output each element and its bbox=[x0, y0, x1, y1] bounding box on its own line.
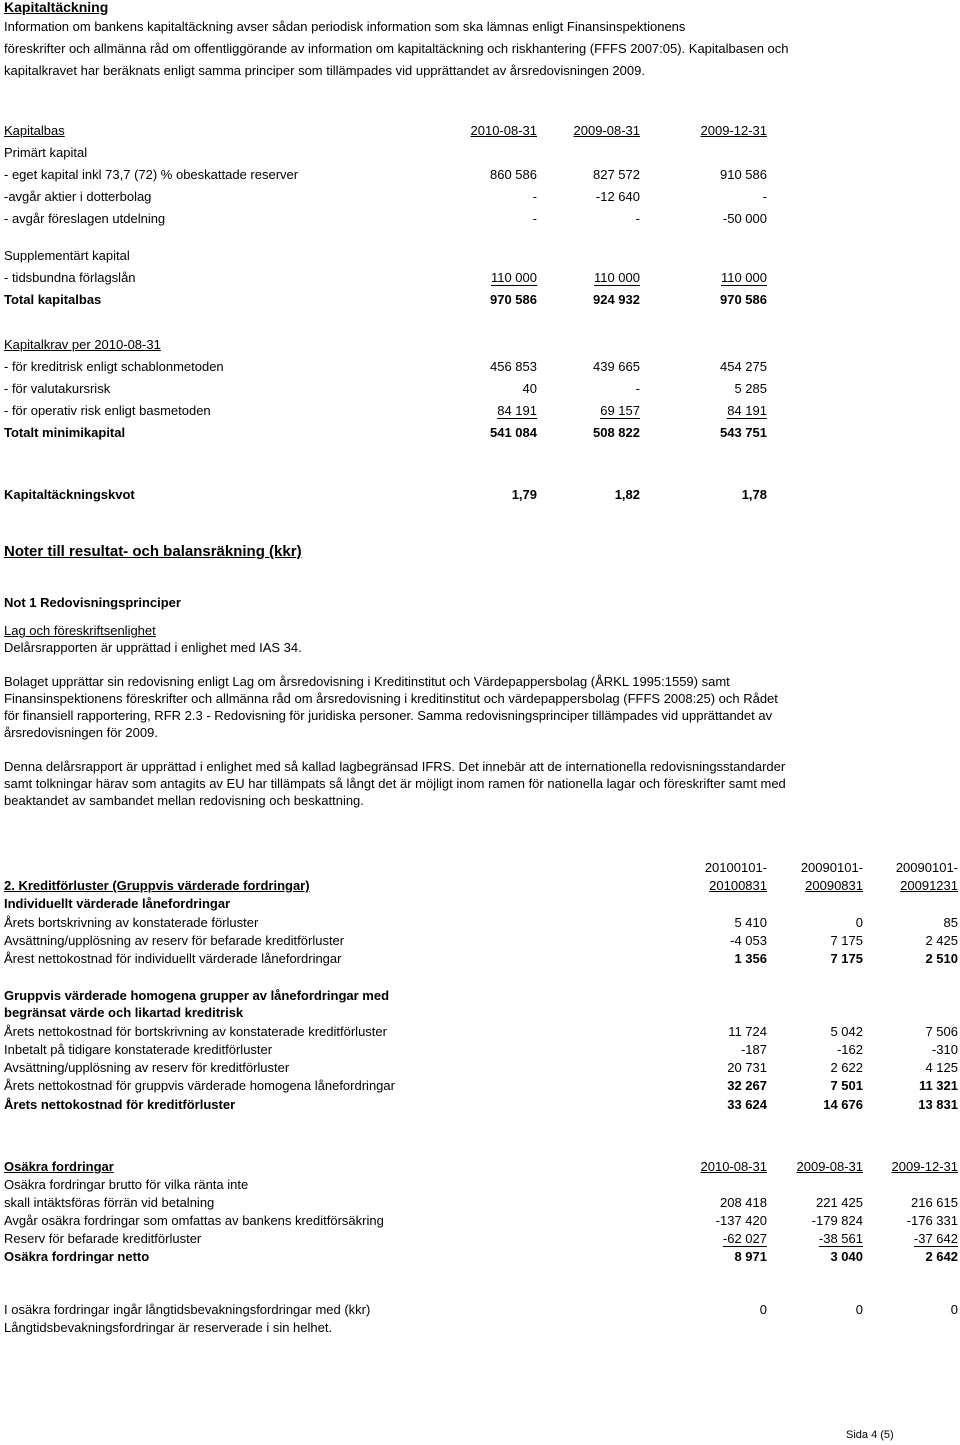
cell: 0 bbox=[855, 915, 863, 930]
cell: 543 751 bbox=[720, 425, 767, 440]
column-header: 20091231 bbox=[900, 878, 958, 893]
cell: 20 731 bbox=[727, 1060, 767, 1075]
cell: 5 410 bbox=[734, 915, 767, 930]
cell: 2 622 bbox=[830, 1060, 863, 1075]
paragraph-line: beaktandet av sambandet mellan redovisning och beskattning. bbox=[4, 793, 364, 808]
page-number: Sida 4 (5) bbox=[846, 1429, 894, 1441]
paragraph-line: Finansinspektionens föreskrifter och allmänna råd om årsredovisning i kreditinstitut och värdepappersbolag (FFFS 2008:25) och Rådet bbox=[4, 691, 778, 706]
cell: 110 000 bbox=[720, 270, 767, 285]
cell: 33 624 bbox=[727, 1097, 767, 1112]
paragraph-line: för finansiell rapportering, RFR 2.3 - Redovisning för juridiska personer. Samma redovisningsprinciper tillämpades vid upprättandet av bbox=[4, 708, 773, 723]
cell: -37 642 bbox=[913, 1231, 958, 1246]
cell: 970 586 bbox=[490, 292, 537, 307]
cell: 7 506 bbox=[925, 1024, 958, 1039]
row-label: Årets nettokostnad för kreditförluster bbox=[4, 1097, 236, 1112]
row-label: Årets nettokostnad för gruppvis värderade homogena lånefordringar bbox=[4, 1078, 395, 1093]
cell: 221 425 bbox=[816, 1195, 863, 1210]
section-title: Kapitalkrav per 2010-08-31 bbox=[4, 337, 161, 352]
cell: 456 853 bbox=[490, 359, 537, 374]
cell: 7 501 bbox=[830, 1078, 863, 1093]
column-header: 20090101- bbox=[800, 860, 863, 875]
cell: -310 bbox=[931, 1042, 958, 1057]
cell: - bbox=[635, 381, 640, 396]
row-label: Avsättning/upplösning av reserv för befarade kreditförluster bbox=[4, 933, 345, 948]
cell: 0 bbox=[855, 1302, 863, 1317]
row-label: Osäkra fordringar netto bbox=[4, 1249, 150, 1264]
capital-header-label: Kapitalbas bbox=[4, 123, 65, 138]
section-title: Individuellt värderade lånefordringar bbox=[4, 896, 231, 911]
cell: 860 586 bbox=[490, 167, 537, 182]
page-title: Kapitaltäckning bbox=[4, 0, 109, 15]
intro-line: kapitalkravet har beräknats enligt samma principer som tillämpades vid upprättandet av årsredovisningen 2009. bbox=[4, 63, 645, 78]
column-header: 20090101- bbox=[895, 860, 958, 875]
column-header: 20100831 bbox=[709, 878, 767, 893]
column-header: 2009-08-31 bbox=[796, 1159, 863, 1174]
section-title: 2. Kreditförluster (Gruppvis värderade fordringar) bbox=[4, 878, 310, 893]
cell: 216 615 bbox=[911, 1195, 958, 1210]
cell: - bbox=[532, 189, 537, 204]
cell: -50 000 bbox=[722, 211, 767, 226]
cell: 85 bbox=[943, 915, 958, 930]
cell: 84 191 bbox=[727, 403, 767, 418]
cell: 1,79 bbox=[511, 487, 537, 502]
cell: -4 053 bbox=[730, 933, 767, 948]
row-label: - eget kapital inkl 73,7 (72) % obeskattade reserver bbox=[4, 167, 299, 182]
paragraph-line: Denna delårsrapport är upprättad i enlighet med så kallad lagbegränsad IFRS. Det innebär att de internationella redovisningsstandarder bbox=[4, 759, 786, 774]
cell: 2 510 bbox=[925, 951, 958, 966]
cell: 14 676 bbox=[823, 1097, 863, 1112]
row-label: - för valutakursrisk bbox=[4, 381, 111, 396]
cell: -12 640 bbox=[595, 189, 640, 204]
column-header: 2009-12-31 bbox=[891, 1159, 958, 1174]
section-title: Osäkra fordringar bbox=[4, 1159, 114, 1174]
cell: - bbox=[635, 211, 640, 226]
note-title: Not 1 Redovisningsprinciper bbox=[4, 595, 181, 610]
cell: 7 175 bbox=[830, 951, 863, 966]
cell: -187 bbox=[740, 1042, 767, 1057]
row-label: Inbetalt på tidigare konstaterade kreditförluster bbox=[4, 1042, 273, 1057]
paragraph-line: årsredovisningen för 2009. bbox=[4, 725, 158, 740]
cell: 208 418 bbox=[720, 1195, 767, 1210]
cell: 84 191 bbox=[497, 403, 537, 418]
row-label: Osäkra fordringar brutto för vilka ränta inte bbox=[4, 1177, 249, 1192]
cell: 439 665 bbox=[593, 359, 640, 374]
cell: 0 bbox=[950, 1302, 958, 1317]
cell: 970 586 bbox=[720, 292, 767, 307]
cell: -179 824 bbox=[811, 1213, 863, 1228]
intro-line: föreskrifter och allmänna råd om offentliggörande av information om kapitaltäckning och riskhantering (FFFS 2007:05). Kapitalbasen och bbox=[4, 41, 789, 56]
column-header: 20100101- bbox=[704, 860, 767, 875]
row-label: skall intäktsföras förrän vid betalning bbox=[4, 1195, 215, 1210]
row-label: - för kreditrisk enligt schablonmetoden bbox=[4, 359, 224, 374]
row-label: Avsättning/upplösning av reserv för kreditförluster bbox=[4, 1060, 290, 1075]
notes-heading: Noter till resultat- och balansräkning (kkr) bbox=[4, 543, 302, 560]
row-label: Årets nettokostnad för bortskrivning av konstaterade kreditförluster bbox=[4, 1024, 387, 1039]
cell: 7 175 bbox=[830, 933, 863, 948]
subsection-title: Lag och föreskriftsenlighet bbox=[4, 623, 156, 638]
paragraph-line: Bolaget upprättar sin redovisning enligt Lag om årsredovisning i Kreditinstitut och Värdepappersbolag (ÅRKL 1995:1559) samt bbox=[4, 674, 730, 689]
cell: 11 724 bbox=[728, 1024, 767, 1039]
cell: 3 040 bbox=[830, 1249, 863, 1264]
row-label: - tidsbundna förlagslån bbox=[4, 270, 136, 285]
row-label: Total kapitalbas bbox=[4, 292, 102, 307]
row-label: Årets bortskrivning av konstaterade förluster bbox=[4, 915, 259, 930]
section-title: Primärt kapital bbox=[4, 145, 88, 160]
cell: - bbox=[532, 211, 537, 226]
column-header: 2010-08-31 bbox=[700, 1159, 767, 1174]
cell: -176 331 bbox=[906, 1213, 958, 1228]
cell: 910 586 bbox=[720, 167, 767, 182]
row-label: Årest nettokostnad för individuellt värderade lånefordringar bbox=[4, 951, 342, 966]
cell: 827 572 bbox=[593, 167, 640, 182]
cell: - bbox=[762, 189, 767, 204]
cell: 40 bbox=[522, 381, 537, 396]
row-label: - avgår föreslagen utdelning bbox=[4, 211, 166, 226]
cell: 1 356 bbox=[734, 951, 767, 966]
section-title: begränsat värde och likartad kreditrisk bbox=[4, 1005, 244, 1020]
cell: -162 bbox=[836, 1042, 863, 1057]
row-label: Kapitaltäckningskvot bbox=[4, 487, 135, 502]
paragraph-line: samt tolkningar härav som antagits av EU har tillämpats så långt det är möjligt inom ramen för nationella lagar och föreskrifter samt med bbox=[4, 776, 786, 791]
row-label: Totalt minimikapital bbox=[4, 425, 126, 440]
row-label: - för operativ risk enligt basmetoden bbox=[4, 403, 211, 418]
row-label: -avgår aktier i dotterbolag bbox=[4, 189, 152, 204]
cell: 110 000 bbox=[490, 270, 537, 285]
intro-line: Information om bankens kapitaltäckning avser sådan periodisk information som ska lämnas enligt Finansinspektionens bbox=[4, 19, 686, 34]
section-title: Supplementärt kapital bbox=[4, 248, 130, 263]
cell: 32 267 bbox=[727, 1078, 767, 1093]
section-title: Gruppvis värderade homogena grupper av lånefordringar med bbox=[4, 988, 390, 1003]
cell: 541 084 bbox=[490, 425, 537, 440]
cell: 0 bbox=[759, 1302, 767, 1317]
cell: 5 285 bbox=[734, 381, 767, 396]
cell: 1,78 bbox=[741, 487, 767, 502]
note-line: Långtidsbevakningsfordringar är reserverade i sin helhet. bbox=[4, 1320, 333, 1335]
cell: 924 932 bbox=[593, 292, 640, 307]
cell: 1,82 bbox=[614, 487, 640, 502]
cell: 8 971 bbox=[734, 1249, 767, 1264]
column-header: 2010-08-31 bbox=[470, 123, 537, 138]
cell: -62 027 bbox=[722, 1231, 767, 1246]
cell: 2 425 bbox=[925, 933, 958, 948]
cell: -137 420 bbox=[715, 1213, 767, 1228]
row-label: Reserv för befarade kreditförluster bbox=[4, 1231, 202, 1246]
cell: 11 321 bbox=[918, 1078, 958, 1093]
row-label: Avgår osäkra fordringar som omfattas av bankens kreditförsäkring bbox=[4, 1213, 384, 1228]
column-header: 2009-12-31 bbox=[700, 123, 767, 138]
cell: 508 822 bbox=[593, 425, 640, 440]
cell: 4 125 bbox=[925, 1060, 958, 1075]
cell: 5 042 bbox=[830, 1024, 863, 1039]
row-label: I osäkra fordringar ingår långtidsbevakningsfordringar med (kkr) bbox=[4, 1302, 371, 1317]
cell: 454 275 bbox=[720, 359, 767, 374]
paragraph-line: Delårsrapporten är upprättad i enlighet med IAS 34. bbox=[4, 640, 302, 655]
cell: 2 642 bbox=[925, 1249, 958, 1264]
cell: 13 831 bbox=[918, 1097, 958, 1112]
cell: -38 561 bbox=[818, 1231, 863, 1246]
cell: 69 157 bbox=[600, 403, 640, 418]
cell: 110 000 bbox=[593, 270, 640, 285]
column-header: 2009-08-31 bbox=[573, 123, 640, 138]
column-header: 20090831 bbox=[805, 878, 863, 893]
